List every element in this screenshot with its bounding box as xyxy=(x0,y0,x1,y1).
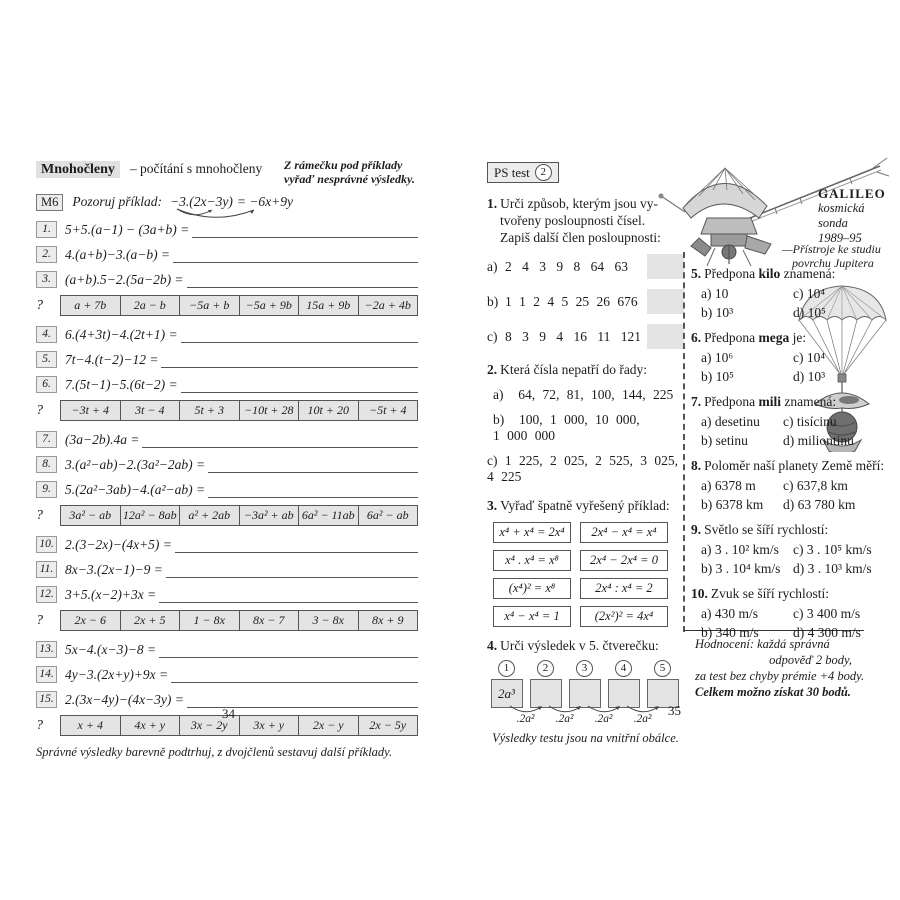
question-8-title: 8. Poloměr naší planety Země měří: xyxy=(691,458,885,473)
question-1-title: 1. Urči způsob, kterým jsou vy- xyxy=(487,196,658,211)
equation-grid xyxy=(493,522,684,627)
step-square xyxy=(608,679,640,708)
question-9 xyxy=(691,521,891,578)
sequence-values: 1 1 2 4 5 25 26 676 xyxy=(505,293,638,309)
question-5-options: a) 10 c) 10⁴ b) 10³ d) 10⁵ xyxy=(701,286,826,320)
page-number-right: 35 xyxy=(668,703,681,718)
example-rhs: = −6x+9y xyxy=(236,194,294,209)
problem-expression: (a+b).5−2.(5a−2b) = xyxy=(65,272,184,287)
test-badge xyxy=(487,162,559,183)
question-1-number: 1. xyxy=(487,196,498,211)
answer-cell: 2x − y xyxy=(298,716,358,735)
instruction-note-line2: vyřaď nesprávné výsledky. xyxy=(284,172,415,186)
equation-box: 2x⁴ − 2x⁴ = 0 xyxy=(580,550,668,571)
distributive-arrows-icon xyxy=(170,207,262,220)
problem-number: 9. xyxy=(36,481,57,498)
problem-number: 8. xyxy=(36,456,57,473)
step-5 xyxy=(643,660,682,708)
question-8 xyxy=(691,457,891,514)
galileo-caption: GALILEO kosmická sonda 1989–95 xyxy=(818,186,886,245)
answer-cell: −5a + b xyxy=(179,296,239,315)
problem-number: 7. xyxy=(36,431,57,448)
problem-row xyxy=(36,325,418,343)
question-mark-label: ? xyxy=(36,402,43,418)
problem-expression: (3a−2b).4a = xyxy=(65,432,140,447)
scoring-line1: Hodnocení: každá správná xyxy=(695,637,830,651)
multiplier-arrow: .2a² xyxy=(623,705,662,725)
problem-row xyxy=(36,270,418,288)
question-1-title-line3: Zapiš další člen posloupnosti: xyxy=(500,230,661,245)
multiplier-arrow: .2a² xyxy=(584,705,623,725)
chapter-title: Mnohočleny xyxy=(36,161,120,178)
answer-choices-row xyxy=(36,295,418,316)
question-mark-label: ? xyxy=(36,297,43,313)
question-10-options: a) 430 m/s c) 3 400 m/s b) 340 m/s d) 4 300 m/s xyxy=(701,606,861,640)
left-page-footer: Správné výsledky barevně podtrhuj, z dvojčlenů sestavuj další příklady. xyxy=(36,745,393,759)
question-10-title: 10. Zvuk se šíří rychlostí: xyxy=(691,586,829,601)
answer-blank xyxy=(166,562,418,578)
answer-cell: −3t + 4 xyxy=(61,401,120,420)
galileo-name: GALILEO xyxy=(818,186,886,201)
answer-cell: a² + 2ab xyxy=(179,506,239,525)
chapter-subtitle: – počítání s mnohočleny xyxy=(129,161,263,176)
problem-row xyxy=(36,560,418,578)
problem-expression: 5x−4.(x−3)−8 = xyxy=(65,642,157,657)
answer-blank xyxy=(181,327,418,343)
pointer-dash: — xyxy=(782,242,793,256)
answer-choices-table xyxy=(60,505,418,526)
step-square: 2a³ xyxy=(491,679,523,708)
answer-blank xyxy=(159,642,418,658)
answer-cell: −10t + 28 xyxy=(239,401,299,420)
keyword: mili xyxy=(758,394,781,409)
example-label: Pozoruj příklad: xyxy=(72,194,162,209)
left-page-header xyxy=(36,160,418,194)
scoring-line2: odpověď 2 body, xyxy=(769,653,852,667)
step-squares xyxy=(487,660,684,708)
problem-expression: 8x−3.(2x−1)−9 = xyxy=(65,562,163,577)
problem-expression: 2.(3−2x)−(4x+5) = xyxy=(65,537,172,552)
question-10 xyxy=(691,585,891,642)
problem-row xyxy=(36,640,418,658)
instruction-note xyxy=(284,158,429,186)
answer-blank xyxy=(171,667,418,683)
step-circle: 5 xyxy=(654,660,671,677)
problem-number: 14. xyxy=(36,666,57,683)
problem-row xyxy=(36,350,418,368)
answer-blank xyxy=(142,432,418,448)
answer-cell: 8x − 7 xyxy=(239,611,299,630)
problem-row xyxy=(36,585,418,603)
problem-row xyxy=(36,535,418,553)
question-7 xyxy=(691,393,891,450)
step-3 xyxy=(565,660,604,708)
question-5 xyxy=(691,265,891,322)
question-2-option-b: b) 100, 1 000, 10 000, 1 000 000 xyxy=(493,412,640,443)
answer-cell: a + 7b xyxy=(61,296,120,315)
equation-box: (x⁴)² = x⁸ xyxy=(493,578,571,599)
problem-expression: 5+5.(a−1) − (3a+b) = xyxy=(65,222,190,237)
instruction-note-line1: Z rámečku pod příklady xyxy=(284,158,403,172)
multiplier-arrow: .2a² xyxy=(506,705,545,725)
equation-box: 2x⁴ − x⁴ = x⁴ xyxy=(580,522,668,543)
problem-row xyxy=(36,665,418,683)
answer-cell: 3x − 2y xyxy=(179,716,239,735)
problem-row xyxy=(36,430,418,448)
question-9-title: 9. Světlo se šíří rychlostí: xyxy=(691,522,829,537)
problem-expression: 4y−3.(2x+y)+9x = xyxy=(65,667,169,682)
answer-cell: 15a + 9b xyxy=(298,296,358,315)
problem-row xyxy=(36,220,418,238)
answer-choices-table xyxy=(60,610,418,631)
scoring-line3: za test bez chyby prémie +4 body. xyxy=(695,669,865,683)
equation-box: x⁴ . x⁴ = x⁸ xyxy=(493,550,571,571)
step-square xyxy=(569,679,601,708)
answer-cell: 2x + 5 xyxy=(120,611,180,630)
equation-box: 2x⁴ : x⁴ = 2 xyxy=(580,578,668,599)
problem-number: 13. xyxy=(36,641,57,658)
problem-number: 1. xyxy=(36,221,57,238)
equation-box: x⁴ + x⁴ = 2x⁴ xyxy=(493,522,571,543)
example-lhs: −3.(2x−3y) xyxy=(170,194,233,210)
galileo-pointer-caption: —Přístroje ke studiu povrchu Jupitera xyxy=(782,242,881,270)
right-page-right-column xyxy=(691,265,891,649)
answer-choices-row xyxy=(36,400,418,421)
step-2 xyxy=(526,660,565,708)
answer-blank xyxy=(208,482,418,498)
problem-number: 10. xyxy=(36,536,57,553)
answer-cell: 3t − 4 xyxy=(120,401,180,420)
keyword: mega xyxy=(758,330,790,345)
answer-cell: 12a² − 8ab xyxy=(120,506,180,525)
test-badge-label: PS test xyxy=(494,164,530,180)
question-2-number: 2. xyxy=(487,362,498,377)
answer-cell: x + 4 xyxy=(61,716,120,735)
step-4 xyxy=(604,660,643,708)
answer-cell: 2x − 5y xyxy=(358,716,418,735)
answer-cell: 3x + y xyxy=(239,716,299,735)
answer-cell: 3 − 8x xyxy=(298,611,358,630)
equation-box: (2x²)² = 4x⁴ xyxy=(580,606,668,627)
problem-number: 12. xyxy=(36,586,57,603)
problem-number: 11. xyxy=(36,561,57,578)
problem-expression: 2.(3x−4y)−(4x−3y) = xyxy=(65,692,184,707)
question-mark-label: ? xyxy=(36,612,43,628)
keyword: kilo xyxy=(758,266,781,281)
answer-choices-table xyxy=(60,715,418,736)
problem-expression: 5.(2a²−3ab)−4.(a²−ab) = xyxy=(65,482,206,497)
sequence-values: 2 4 3 9 8 64 63 xyxy=(505,258,628,274)
answer-blank xyxy=(208,457,418,473)
problem-expression: 7.(5t−1)−5.(6t−2) = xyxy=(65,377,178,392)
step-1 xyxy=(487,660,526,708)
example-row xyxy=(36,194,418,211)
multiplier-arrow: .2a² xyxy=(545,705,584,725)
problem-row xyxy=(36,375,418,393)
column-divider xyxy=(683,252,685,632)
question-7-options: a) desetinu c) tisícinu b) setinu d) miliontinu xyxy=(701,414,854,448)
answer-choices-table xyxy=(60,295,418,316)
answer-choices-row xyxy=(36,505,418,526)
sequence-answer-box xyxy=(647,324,684,349)
answer-blank xyxy=(181,377,418,393)
question-mark-label: ? xyxy=(36,717,43,733)
answer-cell: 1 − 8x xyxy=(179,611,239,630)
question-2-option-c: c) 1 225, 2 025, 2 525, 3 025, 4 225 xyxy=(487,453,678,484)
question-7-title: 7. Předpona mili znamená: xyxy=(691,394,837,409)
scoring-note xyxy=(695,636,870,700)
answer-cell: 10t + 20 xyxy=(298,401,358,420)
question-9-options: a) 3 . 10² km/s c) 3 . 10⁵ km/s b) 3 . 10⁴ km/s d) 3 . 10³ km/s xyxy=(701,542,872,576)
problem-row xyxy=(36,455,418,473)
scoring-line4: Celkem možno získat 30 bodů. xyxy=(695,685,851,699)
answer-cell: −2a + 4b xyxy=(358,296,418,315)
problem-expression: 4.(a+b)−3.(a−b) = xyxy=(65,247,171,262)
step-circle: 2 xyxy=(537,660,554,677)
step-circle: 3 xyxy=(576,660,593,677)
answer-cell: 3a² − ab xyxy=(61,506,120,525)
answer-blank xyxy=(159,587,418,603)
equation-box: x⁴ − x⁴ = 1 xyxy=(493,606,571,627)
problem-row xyxy=(36,245,418,263)
exercise-badge: M6 xyxy=(36,194,63,211)
answer-blank xyxy=(173,247,418,263)
answer-cell: 2a − b xyxy=(120,296,180,315)
question-6-title: 6. Předpona mega je: xyxy=(691,330,807,345)
test-results-note: Výsledky testu jsou na vnitřní obálce. xyxy=(492,731,679,745)
question-3-title: 3. Vyřaď špatně vyřešený příklad: xyxy=(487,498,670,513)
problem-number: 4. xyxy=(36,326,57,343)
question-mark-label: ? xyxy=(36,507,43,523)
question-2-title: 2. Která čísla nepatří do řady: xyxy=(487,362,648,377)
answer-cell: −5t + 4 xyxy=(358,401,418,420)
answer-blank xyxy=(187,272,418,288)
test-number-circle: 2 xyxy=(535,164,552,181)
question-4-number: 4. xyxy=(487,638,498,653)
question-1-title-line2: tvořeny posloupnosti čísel. xyxy=(500,213,646,228)
problem-number: 2. xyxy=(36,246,57,263)
answer-cell: −5a + 9b xyxy=(239,296,299,315)
answer-cell: −3a² + ab xyxy=(239,506,299,525)
question-2-option-a: a) 64, 72, 81, 100, 144, 225 xyxy=(493,387,674,402)
problem-row xyxy=(36,480,418,498)
problem-number: 15. xyxy=(36,691,57,708)
question-8-options: a) 6378 m c) 637,8 km b) 6378 km d) 63 780 km xyxy=(701,478,856,512)
question-4-title: 4. Urči výsledek v 5. čtverečku: xyxy=(487,638,659,653)
question-5-title: 5. Předpona kilo znamená: xyxy=(691,266,836,281)
problem-number: 5. xyxy=(36,351,57,368)
problem-number: 3. xyxy=(36,271,57,288)
answer-blank xyxy=(161,352,418,368)
sequence-answer-box xyxy=(647,289,684,314)
answer-cell: 6a² − ab xyxy=(358,506,418,525)
sequence-values: 8 3 9 4 16 11 121 xyxy=(505,328,641,344)
problem-expression: 3+5.(x−2)+3x = xyxy=(65,587,157,602)
sequence-row-b: b) 1 1 2 4 5 25 26 676 xyxy=(487,289,684,314)
problem-expression: 6.(4+3t)−4.(2t+1) = xyxy=(65,327,178,342)
answer-cell: 2x − 6 xyxy=(61,611,120,630)
answer-cell: 4x + y xyxy=(120,716,180,735)
problem-expression: 3.(a²−ab)−2.(3a²−2ab) = xyxy=(65,457,206,472)
step-square xyxy=(530,679,562,708)
answer-cell: 5t + 3 xyxy=(179,401,239,420)
answer-cell: 8x + 9 xyxy=(358,611,418,630)
page-number-left: 34 xyxy=(222,706,235,721)
left-page xyxy=(36,160,418,760)
question-3-number: 3. xyxy=(487,498,498,513)
answer-blank xyxy=(192,222,418,238)
question-6-options: a) 10⁶ c) 10⁴ b) 10⁵ d) 10³ xyxy=(701,350,826,384)
sequence-row-a: a) 2 4 3 9 8 64 63 xyxy=(487,254,684,279)
multiplier-arrows xyxy=(506,705,684,725)
question-6 xyxy=(691,329,891,386)
step-circle: 4 xyxy=(615,660,632,677)
step-circle: 1 xyxy=(498,660,515,677)
answer-blank xyxy=(175,537,418,553)
answer-cell: 6a² − 11ab xyxy=(298,506,358,525)
problem-number: 6. xyxy=(36,376,57,393)
problem-expression: 7t−4.(t−2)−12 = xyxy=(65,352,159,367)
answer-choices-row xyxy=(36,610,418,631)
sequence-row-c: c) 8 3 9 4 16 11 121 xyxy=(487,324,684,349)
answer-choices-table xyxy=(60,400,418,421)
